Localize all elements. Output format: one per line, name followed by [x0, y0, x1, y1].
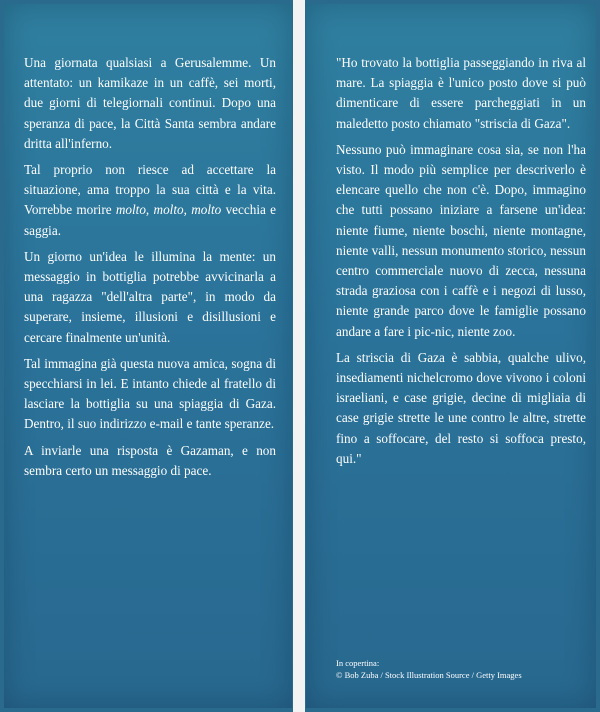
emphasis-molto-2: molto — [153, 202, 184, 218]
left-paragraph: Tal immagina già questa nuova amica, sogna di specchiarsi in lei. E intanto chiede al fratello di lasciare la bottiglia su una spiaggia di Gaza. Dentro, il suo indirizzo e-mail e tante speranze. — [24, 355, 276, 432]
right-flap — [306, 4, 596, 708]
credits-line: © Bob Zuba / Stock Illustration Source / Getty Images — [336, 670, 522, 680]
left-paragraph: Una giornata qualsiasi a Gerusalemme. Un attentato: un kamikaze in un caffè, sei morti, due giorni di telegiornali continui. Dopo una speranza di pace, la Città Santa sembra andare dritta all'inferno. — [24, 55, 276, 151]
right-flap-text — [336, 53, 586, 475]
right-paragraph: "Ho trovato la bottiglia passeggiando in riva al mare. La spiaggia è l'unico posto dove si può dimenticare di essere parcheggiati in un maledetto posto chiamato "striscia di Gaza". — [336, 55, 586, 131]
right-paragraph: Nessuno può immaginare cosa sia, se non l'ha visto. Il modo più semplice per descriverlo è elencare quello che non c'è. Dopo, immagino che tutti possano iniziare a farsene un'idea: niente fiume, niente boschi, niente montagne, niente valli, nessun monumento storico, nessun centro commerciale nuovo di zecca, nessuna strada graziosa con i caffè e i negozi di lusso, niente grande parco dove le famiglie possano andare a fare i pic-nic, niente zoo. — [336, 141, 586, 339]
right-paragraph: La striscia di Gaza è sabbia, qualche ulivo, insediamenti nichelcromo dove vivono i coloni israeliani, e case grigie, decine di migliaia di case grigie strette le une contro le altre, strette fino a soffocare, del resto si soffoca presto, qui." — [336, 349, 586, 466]
emphasis-molto-1: molto — [115, 202, 146, 218]
left-paragraph: Un giorno un'idea le illumina la mente: un messaggio in bottiglia potrebbe avvicinarla a una ragazza "dell'altra parte", in modo da superare, insieme, illusioni e disillusioni e cercare finalmente un'unità. — [24, 248, 276, 345]
emphasis-molto-3: molto — [191, 202, 222, 218]
left-flap — [4, 4, 292, 708]
left-paragraph: A inviarle una risposta è Gazaman, e non sembra certo un messaggio di pace. — [24, 442, 276, 478]
credits-heading: In copertina: — [336, 658, 380, 668]
cover-credits — [336, 657, 586, 681]
left-paragraph: Tal proprio non riesce ad accettare la situazione, ama troppo la sua città e la vita. Vorrebbe morire molto, molto, molto vecchia e saggia. — [24, 162, 277, 238]
left-flap-text — [24, 53, 276, 487]
page-gutter — [293, 0, 305, 712]
